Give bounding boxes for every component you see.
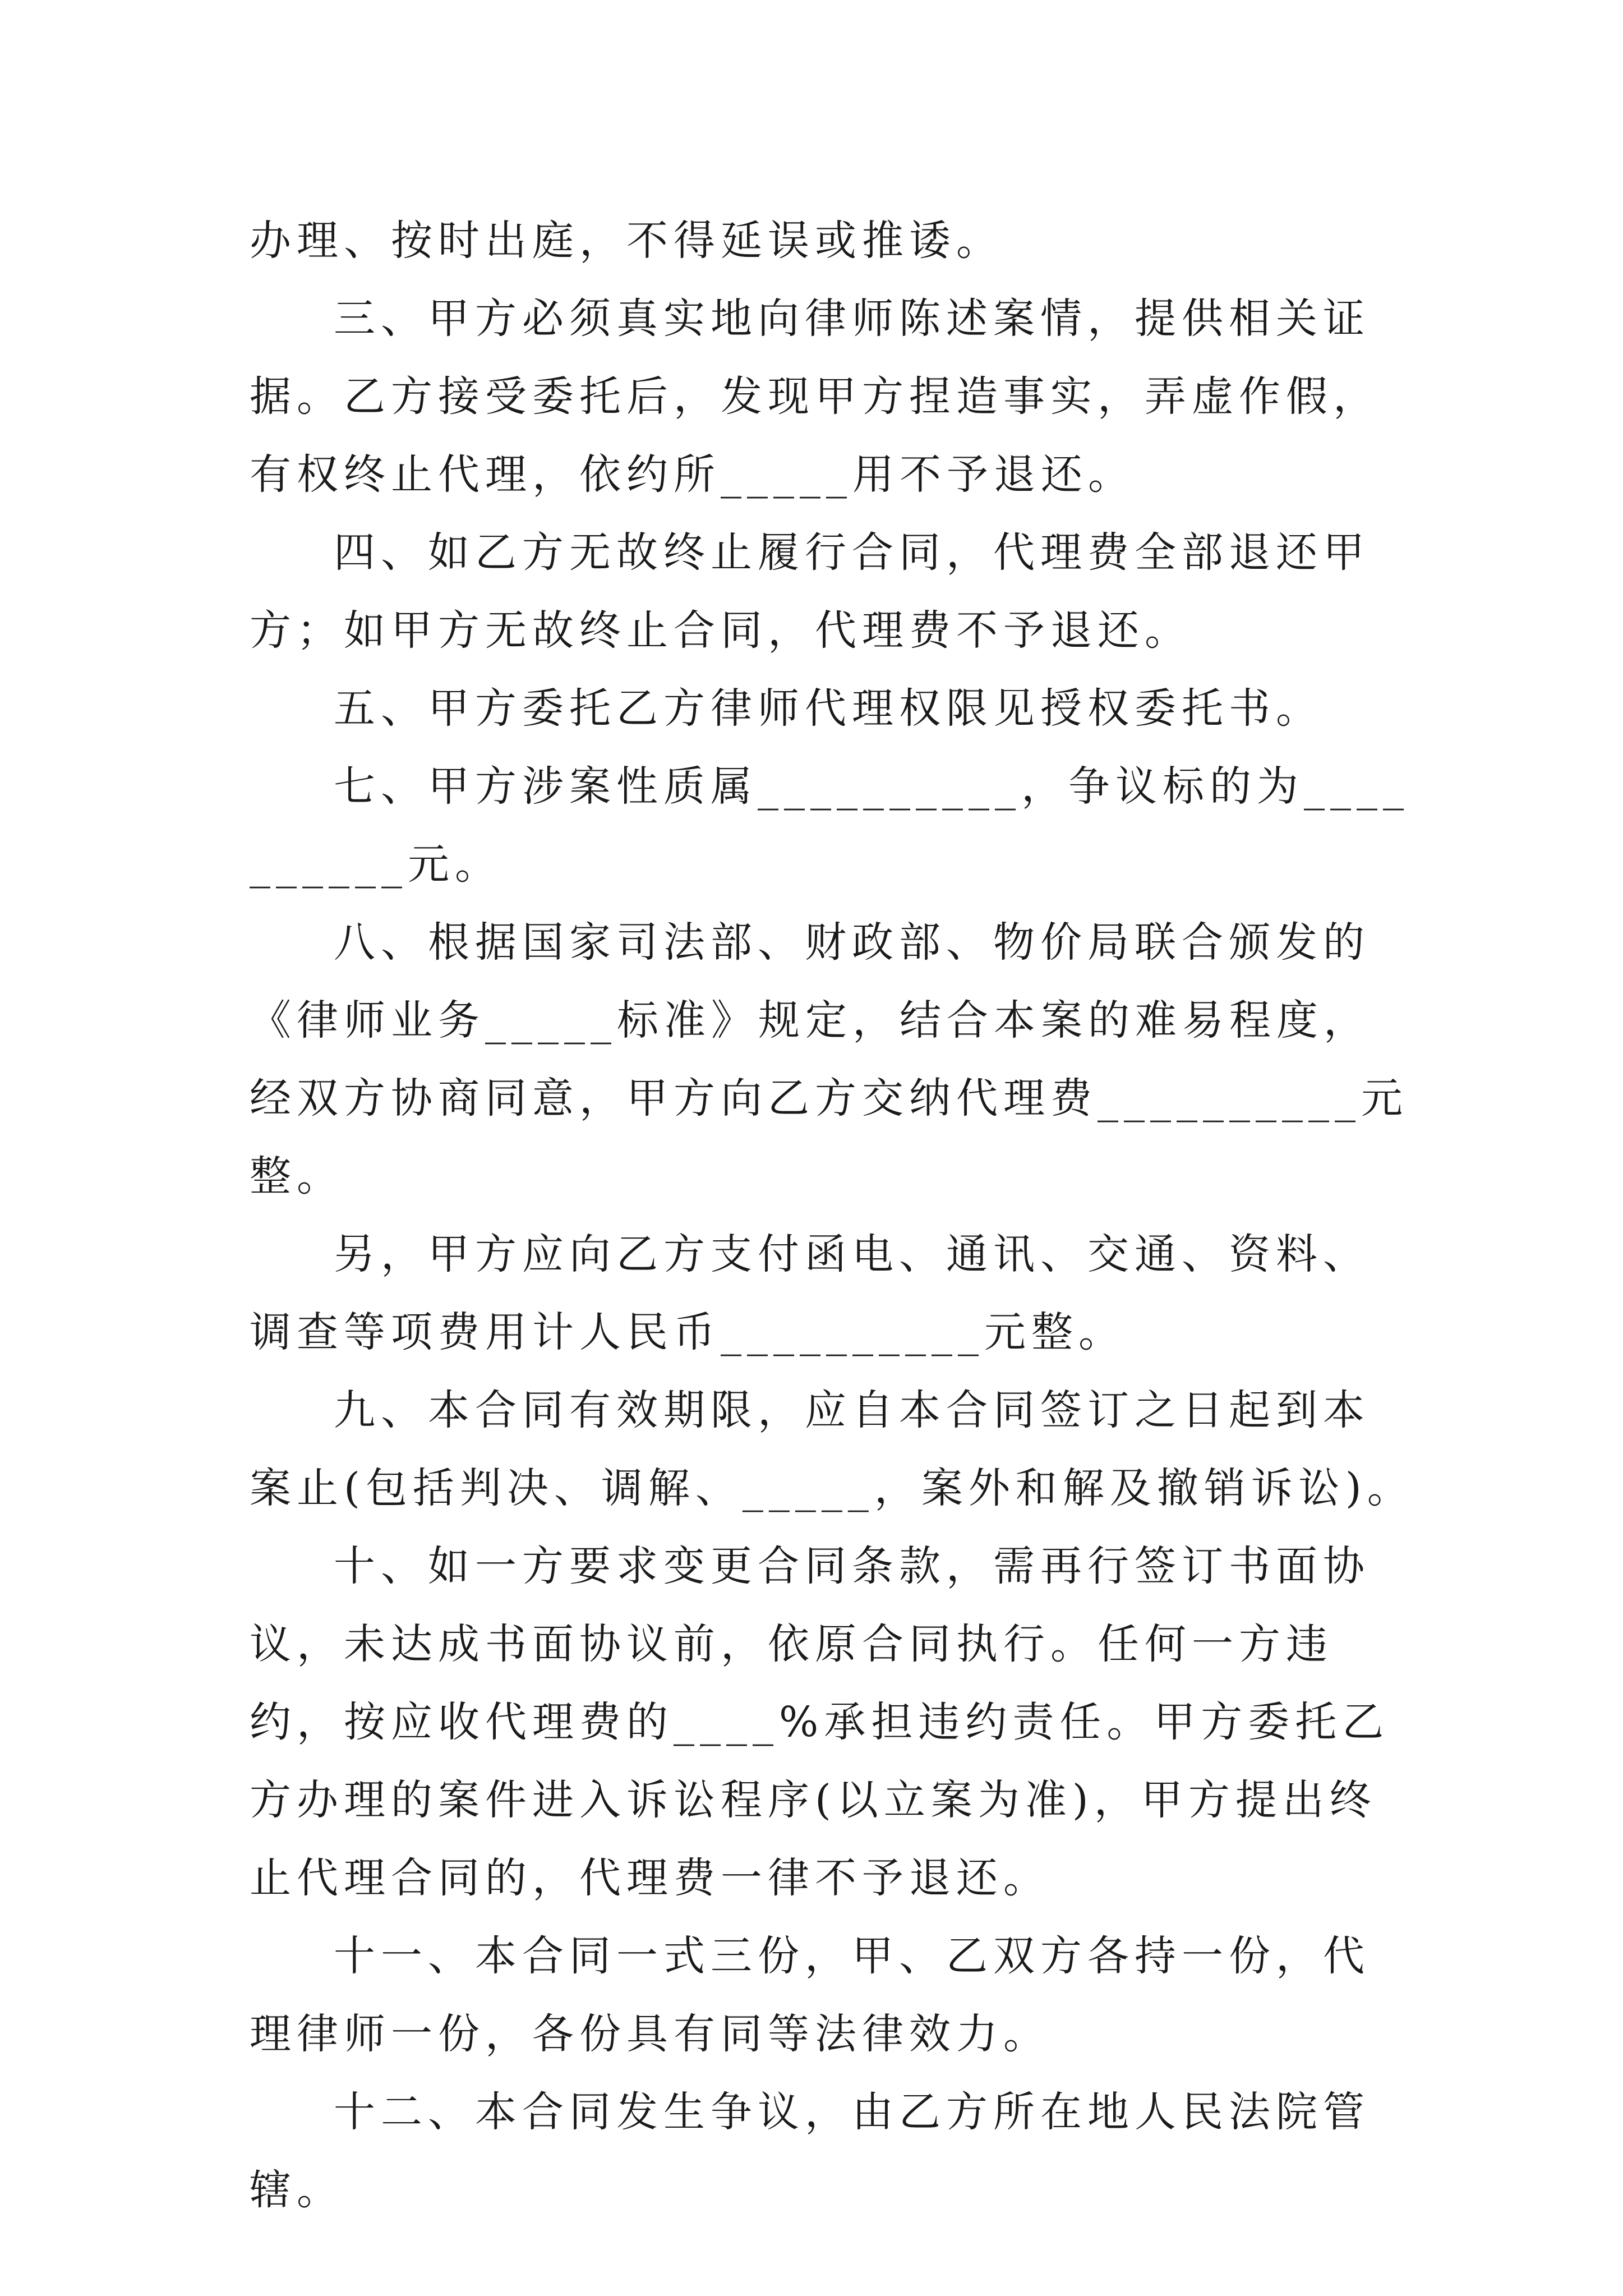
paragraph-clause-3: 三、甲方必须真实地向律师陈述案情，提供相关证据。乙方接受委托后，发现甲方捏造事实，弄虚作假，有权终止代理，依约所_____用不予退还。 (250, 295, 1380, 499)
paragraph-clause-9: 九、本合同有效期限，应自本合同签订之日起到本案止(包括判决、调解、_____，案外和解及撤销诉讼)。 (250, 1386, 1414, 1512)
document-page (250, 202, 1416, 2229)
paragraph-clause-11: 十一、本合同一式三份，甲、乙双方各持一份，代理律师一份，各份具有同等法律效力。 (250, 1932, 1370, 2058)
paragraph-clause-10: 十、如一方要求变更合同条款，需再行签订书面协议，未达成书面协议前，依原合同执行。任何一方违约，按应收代理费的____%承担违约责任。甲方委托乙方办理的案件进入诉讼程序(以立案为准)，甲方提出终止代理合同的，代理费一律不予退还。 (250, 1542, 1390, 1902)
paragraph-clause-12: 十二、本合同发生争议，由乙方所在地人民法院管辖。 (250, 2088, 1370, 2214)
paragraph-clause-7: 七、甲方涉案性质属__________，争议标的为__________元。 (250, 762, 1409, 889)
paragraph-continuation: 办理、按时出庭，不得延误或推诿。 (250, 217, 1003, 265)
paragraph-clause-8: 八、根据国家司法部、财政部、物价局联合颁发的《律师业务_____标准》规定，结合本案的难易程度，经双方协商同意，甲方向乙方交纳代理费__________元整。 (250, 918, 1408, 1200)
paragraph-clause-5: 五、甲方委托乙方律师代理权限见授权委托书。 (334, 684, 1323, 733)
paragraph-clause-4: 四、如乙方无故终止履行合同，代理费全部退还甲方；如甲方无故终止合同，代理费不予退还。 (250, 528, 1370, 655)
paragraph-additional-fees: 另，甲方应向乙方支付函电、通讯、交通、资料、调查等项费用计人民币__________元整。 (250, 1230, 1370, 1356)
